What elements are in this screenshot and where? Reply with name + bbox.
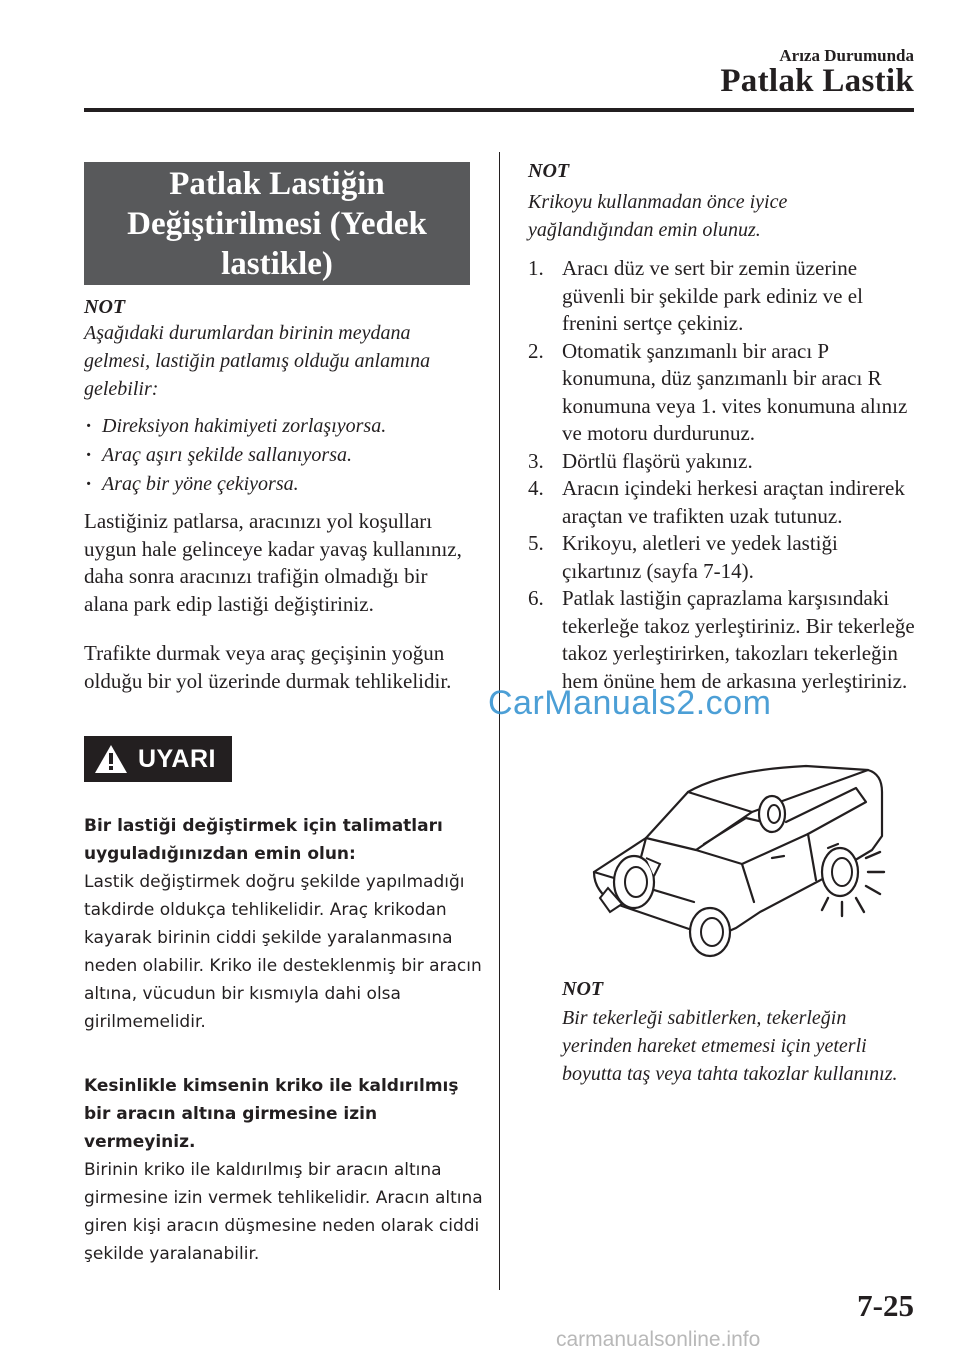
step-item <box>528 255 920 338</box>
warning-heading: Kesinlikle kimsenin kriko ile kaldırılmış bir aracın altına girmesine izin vermeyiniz. <box>84 1076 459 1152</box>
footer-watermark: carmanualsonline.info <box>556 1328 761 1351</box>
car-wheel-chock-illustration <box>576 752 896 968</box>
warning-badge <box>84 736 232 782</box>
note-bullet: · Direksiyon hakimiyeti zorlaşıyorsa. <box>84 412 386 441</box>
note-label: NOT <box>562 978 604 1000</box>
section-title-box <box>84 162 470 285</box>
warning-heading: Bir lastiği değiştirmek için talimatları uyguladığınızdan emin olun: <box>84 816 443 864</box>
section-title: Patlak Lastiğin Değiştirilmesi (Yedek lastikle) <box>127 165 427 282</box>
warning-block-2 <box>84 1072 489 1268</box>
rear-wheel <box>759 796 785 832</box>
step-number: 5. <box>528 531 544 555</box>
rear-left-wheel <box>822 848 858 896</box>
body-paragraph: Lastiğiniz patlarsa, aracınızı yol koşulları uygun hale gelinceye kadar yavaş kullanınız, daha sonra aracınızı trafiğin olmadığı bir alana park edip lastiği değiştiriniz. <box>84 509 462 616</box>
front-right-wheel <box>690 908 730 956</box>
note-bullet: · Araç bir yöne çekiyorsa. <box>84 470 386 499</box>
note-label: NOT <box>528 160 570 182</box>
note-text: Aşağıdaki durumlardan birinin meydana gelmesi, lastiğin patlamış olduğu anlamına gelebilir: <box>84 322 431 400</box>
front-wheel <box>600 856 660 912</box>
note-bullet-list <box>84 412 386 499</box>
step-item <box>528 585 920 695</box>
page-title: Patlak Lastik <box>720 63 914 99</box>
step-number: 3. <box>528 448 544 473</box>
warning-label: UYARI <box>138 744 216 773</box>
header-rule <box>84 108 914 112</box>
warning-block-1 <box>84 812 489 1036</box>
watermark-logo: CarManuals2.com <box>488 684 772 722</box>
step-text: Patlak lastiğin çaprazlama karşısındaki tekerleğe takoz yerleştiriniz. Bir tekerleğe takoz yerleştirirken, takozları tekerleğin hem önüne hem de arkasına yerleştiriniz. <box>562 586 915 693</box>
body-paragraph: Trafikte durmak veya araç geçişinin yoğun olduğu bir yol üzerinde durmak tehlikelidir. <box>84 641 452 693</box>
step-number: 6. <box>528 586 544 610</box>
page-number: 7-25 <box>857 1288 914 1323</box>
step-number: 1. <box>528 256 544 280</box>
note-text: Krikoyu kullanmadan önce iyice yağlandığından emin olunuz. <box>528 191 788 241</box>
warning-text: Birinin kriko ile kaldırılmış bir aracın altına girmesine izin vermek tehlikelidir. Aracın altına giren kişi aracın düşmesine neden olarak ciddi şekilde yaralanabilir. <box>84 1160 483 1264</box>
step-text: Krikoyu, aletleri ve yedek lastiği çıkartınız (sayfa 7-14). <box>562 531 838 583</box>
step-text: Otomatik şanzımanlı bir aracı P konumuna, düz şanzımanlı bir aracı R konumuna veya 1. vites konumuna alınız ve motoru durdurunuz. <box>562 338 908 445</box>
warning-icon <box>94 744 128 774</box>
step-item <box>528 338 920 448</box>
step-item <box>528 448 920 476</box>
warning-text: Lastik değiştirmek doğru şekilde yapılmadığı takdirde oldukça tehlikelidir. Araç krikodan kayarak birinin ciddi şekilde yaralanmasına neden olabilir. Kriko ile desteklenmiş bir aracın altına, vücudun bir kısmıyla dahi olsa girilmemelidir. <box>84 872 482 1032</box>
note-text: Bir tekerleği sabitlerken, tekerleğin yerinden hareket etmemesi için yeterli boyutta taş veya tahta takozlar kullanınız. <box>562 1007 898 1085</box>
note-bullet: · Araç aşırı şekilde sallanıyorsa. <box>84 441 386 470</box>
step-text: Aracı düz ve sert bir zemin üzerine güvenli bir şekilde park ediniz ve el frenini sertçe çekiniz. <box>562 256 863 335</box>
step-text: Dörtlü flaşörü yakınız. <box>562 448 753 473</box>
step-number: 2. <box>528 338 544 363</box>
step-item <box>528 475 920 530</box>
note-label: NOT <box>84 296 126 318</box>
section-header: Arıza Durumunda <box>779 46 914 65</box>
step-text: Aracın içindeki herkesi araçtan indirerek araçtan ve trafikten uzak tutunuz. <box>562 476 905 528</box>
step-item <box>528 530 920 585</box>
step-list <box>528 255 920 695</box>
step-number: 4. <box>528 476 544 500</box>
